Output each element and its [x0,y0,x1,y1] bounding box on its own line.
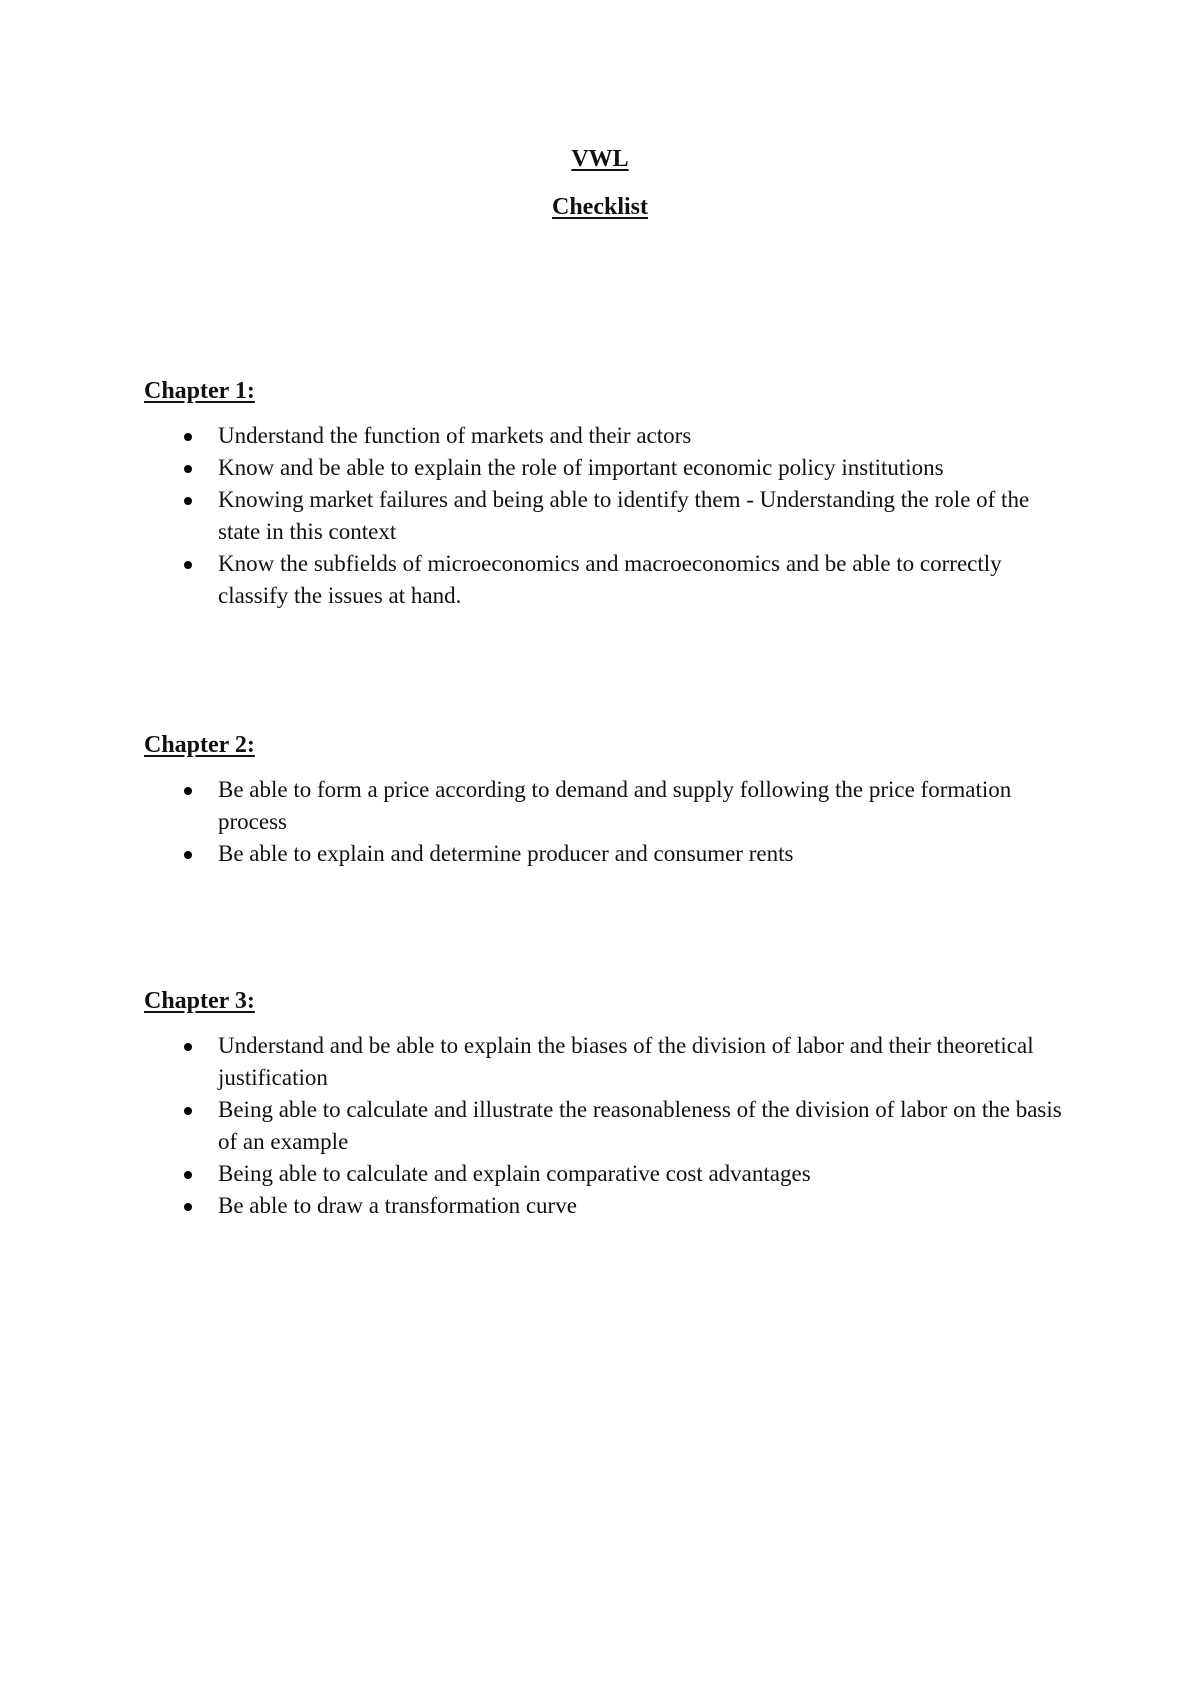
list-item [144,548,1064,612]
list-item-text: Knowing market failures and being able to identify them - Understanding the role of the state in this context [218,487,1030,544]
bullet-icon [184,787,192,795]
list-item-text: Be able to form a price according to demand and supply following the price formation process [218,777,1012,834]
list-item [144,484,1064,548]
list-item [144,1158,1064,1190]
list-item-text: Know and be able to explain the role of important economic policy institutions [218,455,944,480]
list-item-text: Be able to draw a transformation curve [218,1193,577,1218]
list-item [144,774,1064,838]
bullet-icon [184,497,192,505]
list-item [144,452,1064,484]
chapter-3-section [144,986,1064,1222]
list-item-text: Be able to explain and determine producer and consumer rents [218,841,794,866]
bullet-icon [184,1043,192,1051]
document-subtitle: Checklist [552,194,648,220]
chapter-3-list [144,1030,1064,1222]
list-item-text: Being able to calculate and illustrate the reasonableness of the division of labor on the basis of an example [218,1097,1062,1154]
chapter-1-section [144,376,1064,612]
bullet-icon [184,851,192,859]
chapter-1-list [144,420,1064,612]
bullet-icon [184,1171,192,1179]
list-item [144,1030,1064,1094]
list-item-text: Understand and be able to explain the biases of the division of labor and their theoretical justification [218,1033,1034,1090]
document-title: VWL [571,146,629,172]
bullet-icon [184,1107,192,1115]
list-item [144,1190,1064,1222]
bullet-icon [184,433,192,441]
bullet-icon [184,1203,192,1211]
chapter-2-section [144,730,1064,870]
chapter-3-heading: Chapter 3: [144,988,255,1014]
list-item-text: Being able to calculate and explain comparative cost advantages [218,1161,811,1186]
list-item [144,420,1064,452]
list-item [144,1094,1064,1158]
list-item-text: Know the subfields of microeconomics and macroeconomics and be able to correctly classify the issues at hand. [218,551,1002,608]
list-item-text: Understand the function of markets and their actors [218,423,692,448]
list-item [144,838,1064,870]
bullet-icon [184,561,192,569]
chapter-1-heading: Chapter 1: [144,378,255,404]
chapter-2-heading: Chapter 2: [144,732,255,758]
bullet-icon [184,465,192,473]
chapter-2-list [144,774,1064,870]
